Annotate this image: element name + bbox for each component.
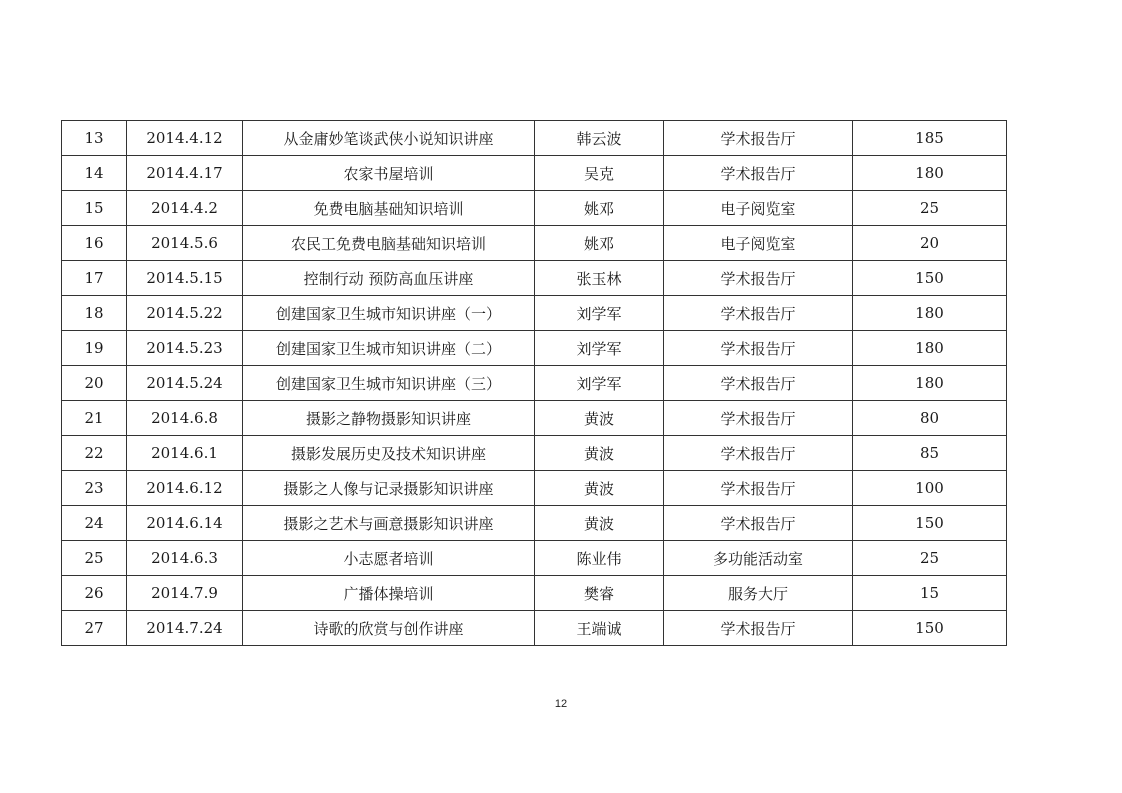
cell-speaker: 黄波 [535, 471, 664, 506]
cell-title: 创建国家卫生城市知识讲座（二） [243, 331, 535, 366]
cell-title: 广播体操培训 [243, 576, 535, 611]
cell-attendance: 25 [853, 191, 1007, 226]
cell-venue: 电子阅览室 [664, 226, 853, 261]
cell-title: 创建国家卫生城市知识讲座（一） [243, 296, 535, 331]
table-row [62, 296, 1007, 331]
cell-venue: 学术报告厅 [664, 611, 853, 646]
cell-venue: 学术报告厅 [664, 436, 853, 471]
cell-attendance: 180 [853, 296, 1007, 331]
cell-attendance: 80 [853, 401, 1007, 436]
cell-venue: 学术报告厅 [664, 401, 853, 436]
cell-venue: 学术报告厅 [664, 471, 853, 506]
cell-speaker: 刘学军 [535, 366, 664, 401]
cell-venue: 学术报告厅 [664, 331, 853, 366]
cell-speaker: 樊睿 [535, 576, 664, 611]
cell-date: 2014.4.2 [127, 191, 243, 226]
cell-speaker: 陈业伟 [535, 541, 664, 576]
table-row [62, 121, 1007, 156]
cell-date: 2014.5.24 [127, 366, 243, 401]
page-number: 12 [554, 698, 568, 710]
cell-speaker: 黄波 [535, 401, 664, 436]
cell-number: 24 [62, 506, 127, 541]
table-row [62, 576, 1007, 611]
cell-date: 2014.7.24 [127, 611, 243, 646]
cell-number: 23 [62, 471, 127, 506]
cell-number: 25 [62, 541, 127, 576]
table-row [62, 261, 1007, 296]
cell-speaker: 王端诚 [535, 611, 664, 646]
cell-number: 14 [62, 156, 127, 191]
cell-number: 21 [62, 401, 127, 436]
cell-title: 摄影之静物摄影知识讲座 [243, 401, 535, 436]
cell-attendance: 20 [853, 226, 1007, 261]
events-table [61, 120, 1007, 646]
cell-date: 2014.4.12 [127, 121, 243, 156]
cell-number: 13 [62, 121, 127, 156]
table-row [62, 436, 1007, 471]
cell-date: 2014.6.12 [127, 471, 243, 506]
cell-date: 2014.7.9 [127, 576, 243, 611]
cell-number: 19 [62, 331, 127, 366]
cell-number: 15 [62, 191, 127, 226]
cell-number: 20 [62, 366, 127, 401]
cell-date: 2014.5.22 [127, 296, 243, 331]
cell-number: 27 [62, 611, 127, 646]
table-row [62, 611, 1007, 646]
cell-title: 摄影之艺术与画意摄影知识讲座 [243, 506, 535, 541]
cell-speaker: 韩云波 [535, 121, 664, 156]
table-row [62, 366, 1007, 401]
cell-speaker: 张玉林 [535, 261, 664, 296]
cell-attendance: 85 [853, 436, 1007, 471]
cell-venue: 电子阅览室 [664, 191, 853, 226]
table-row [62, 541, 1007, 576]
table-row [62, 191, 1007, 226]
cell-title: 摄影之人像与记录摄影知识讲座 [243, 471, 535, 506]
cell-title: 小志愿者培训 [243, 541, 535, 576]
table-row [62, 226, 1007, 261]
cell-title: 诗歌的欣赏与创作讲座 [243, 611, 535, 646]
cell-title: 控制行动 预防高血压讲座 [243, 261, 535, 296]
events-table-body [62, 121, 1007, 646]
cell-title: 创建国家卫生城市知识讲座（三） [243, 366, 535, 401]
cell-date: 2014.5.6 [127, 226, 243, 261]
cell-date: 2014.4.17 [127, 156, 243, 191]
cell-attendance: 180 [853, 156, 1007, 191]
cell-title: 从金庸妙笔谈武侠小说知识讲座 [243, 121, 535, 156]
cell-number: 18 [62, 296, 127, 331]
cell-date: 2014.6.3 [127, 541, 243, 576]
cell-venue: 学术报告厅 [664, 261, 853, 296]
cell-attendance: 15 [853, 576, 1007, 611]
cell-attendance: 150 [853, 611, 1007, 646]
cell-number: 26 [62, 576, 127, 611]
table-row [62, 156, 1007, 191]
cell-attendance: 180 [853, 366, 1007, 401]
cell-date: 2014.5.15 [127, 261, 243, 296]
table-row [62, 401, 1007, 436]
cell-speaker: 黄波 [535, 506, 664, 541]
cell-number: 16 [62, 226, 127, 261]
cell-speaker: 黄波 [535, 436, 664, 471]
cell-venue: 学术报告厅 [664, 366, 853, 401]
cell-date: 2014.6.8 [127, 401, 243, 436]
cell-venue: 学术报告厅 [664, 506, 853, 541]
cell-venue: 服务大厅 [664, 576, 853, 611]
cell-venue: 学术报告厅 [664, 121, 853, 156]
cell-attendance: 180 [853, 331, 1007, 366]
table-row [62, 331, 1007, 366]
cell-speaker: 刘学军 [535, 296, 664, 331]
cell-attendance: 25 [853, 541, 1007, 576]
cell-attendance: 150 [853, 506, 1007, 541]
cell-speaker: 姚邓 [535, 226, 664, 261]
cell-venue: 学术报告厅 [664, 296, 853, 331]
cell-attendance: 100 [853, 471, 1007, 506]
cell-venue: 学术报告厅 [664, 156, 853, 191]
cell-number: 22 [62, 436, 127, 471]
cell-title: 农民工免费电脑基础知识培训 [243, 226, 535, 261]
cell-title: 摄影发展历史及技术知识讲座 [243, 436, 535, 471]
cell-speaker: 吴克 [535, 156, 664, 191]
cell-speaker: 姚邓 [535, 191, 664, 226]
cell-date: 2014.6.14 [127, 506, 243, 541]
cell-speaker: 刘学军 [535, 331, 664, 366]
cell-venue: 多功能活动室 [664, 541, 853, 576]
table-row [62, 506, 1007, 541]
cell-title: 免费电脑基础知识培训 [243, 191, 535, 226]
cell-date: 2014.6.1 [127, 436, 243, 471]
cell-date: 2014.5.23 [127, 331, 243, 366]
table-row [62, 471, 1007, 506]
cell-attendance: 185 [853, 121, 1007, 156]
cell-title: 农家书屋培训 [243, 156, 535, 191]
cell-attendance: 150 [853, 261, 1007, 296]
cell-number: 17 [62, 261, 127, 296]
